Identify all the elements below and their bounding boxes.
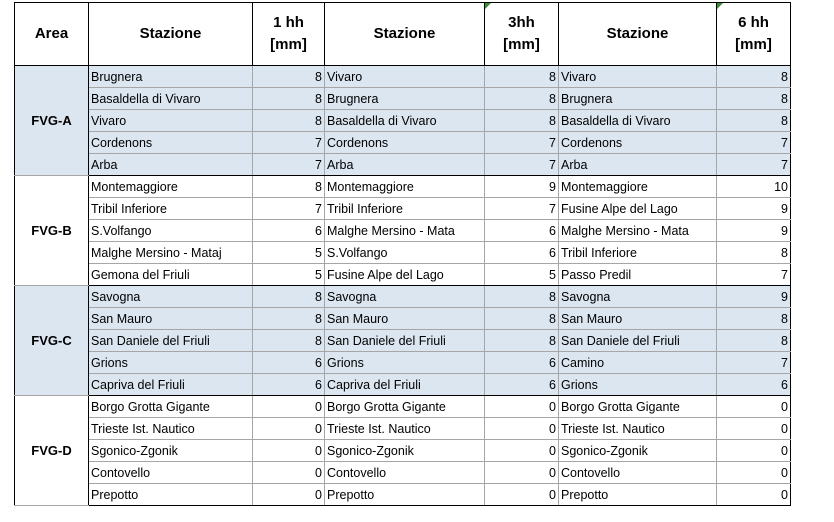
station-6h: Contovello xyxy=(559,462,717,484)
table-row xyxy=(15,352,791,374)
value-1h: 8 xyxy=(253,330,325,352)
table-row xyxy=(15,462,791,484)
value-1h: 8 xyxy=(253,66,325,88)
station-1h: Malghe Mersino - Mataj xyxy=(89,242,253,264)
table-row xyxy=(15,418,791,440)
value-6h: 7 xyxy=(717,154,791,176)
station-1h: Contovello xyxy=(89,462,253,484)
station-3h: Grions xyxy=(325,352,485,374)
station-6h: Vivaro xyxy=(559,66,717,88)
table-row xyxy=(15,110,791,132)
station-3h: Cordenons xyxy=(325,132,485,154)
table-row xyxy=(15,286,791,308)
value-3h: 9 xyxy=(485,176,559,198)
header-1hh: 1 hh [mm] xyxy=(253,3,325,66)
value-6h: 7 xyxy=(717,264,791,286)
station-1h: S.Volfango xyxy=(89,220,253,242)
area-label: FVG-B xyxy=(15,176,89,286)
station-6h: Fusine Alpe del Lago xyxy=(559,198,717,220)
table-row xyxy=(15,88,791,110)
value-3h: 7 xyxy=(485,132,559,154)
value-3h: 0 xyxy=(485,462,559,484)
comment-marker-icon xyxy=(485,3,491,9)
value-1h: 7 xyxy=(253,198,325,220)
station-3h: Sgonico-Zgonik xyxy=(325,440,485,462)
station-6h: Camino xyxy=(559,352,717,374)
station-1h: Montemaggiore xyxy=(89,176,253,198)
value-1h: 0 xyxy=(253,418,325,440)
station-3h: Brugnera xyxy=(325,88,485,110)
value-6h: 8 xyxy=(717,330,791,352)
station-3h: San Mauro xyxy=(325,308,485,330)
value-3h: 8 xyxy=(485,66,559,88)
station-6h: Sgonico-Zgonik xyxy=(559,440,717,462)
station-6h: Malghe Mersino - Mata xyxy=(559,220,717,242)
value-6h: 10 xyxy=(717,176,791,198)
station-3h: Trieste Ist. Nautico xyxy=(325,418,485,440)
station-3h: Savogna xyxy=(325,286,485,308)
value-3h: 8 xyxy=(485,286,559,308)
value-3h: 5 xyxy=(485,264,559,286)
station-3h: Contovello xyxy=(325,462,485,484)
value-3h: 0 xyxy=(485,484,559,506)
value-1h: 8 xyxy=(253,88,325,110)
value-6h: 9 xyxy=(717,198,791,220)
station-6h: Cordenons xyxy=(559,132,717,154)
station-1h: Prepotto xyxy=(89,484,253,506)
value-6h: 7 xyxy=(717,352,791,374)
station-6h: Passo Predil xyxy=(559,264,717,286)
table-row xyxy=(15,330,791,352)
value-1h: 0 xyxy=(253,484,325,506)
station-1h: Tribil Inferiore xyxy=(89,198,253,220)
table-row xyxy=(15,176,791,198)
area-label: FVG-A xyxy=(15,66,89,176)
value-6h: 0 xyxy=(717,484,791,506)
table-row xyxy=(15,374,791,396)
precipitation-table-container xyxy=(14,2,791,506)
station-3h: Montemaggiore xyxy=(325,176,485,198)
value-1h: 8 xyxy=(253,286,325,308)
station-6h: Trieste Ist. Nautico xyxy=(559,418,717,440)
value-6h: 8 xyxy=(717,88,791,110)
value-6h: 0 xyxy=(717,418,791,440)
value-1h: 0 xyxy=(253,396,325,418)
value-1h: 6 xyxy=(253,352,325,374)
value-3h: 6 xyxy=(485,242,559,264)
header-stazione-1h: Stazione xyxy=(89,3,253,66)
station-1h: Basaldella di Vivaro xyxy=(89,88,253,110)
value-1h: 6 xyxy=(253,374,325,396)
table-row xyxy=(15,66,791,88)
precipitation-table xyxy=(14,2,791,506)
station-1h: Brugnera xyxy=(89,66,253,88)
station-6h: Prepotto xyxy=(559,484,717,506)
value-6h: 9 xyxy=(717,286,791,308)
value-1h: 5 xyxy=(253,242,325,264)
value-6h: 8 xyxy=(717,66,791,88)
station-3h: Malghe Mersino - Mata xyxy=(325,220,485,242)
value-1h: 8 xyxy=(253,110,325,132)
value-1h: 8 xyxy=(253,176,325,198)
header-row xyxy=(15,3,791,66)
station-1h: Arba xyxy=(89,154,253,176)
value-3h: 0 xyxy=(485,396,559,418)
comment-marker-icon xyxy=(717,3,723,9)
station-3h: San Daniele del Friuli xyxy=(325,330,485,352)
value-6h: 9 xyxy=(717,220,791,242)
value-3h: 7 xyxy=(485,154,559,176)
station-1h: Borgo Grotta Gigante xyxy=(89,396,253,418)
value-1h: 6 xyxy=(253,220,325,242)
station-1h: San Daniele del Friuli xyxy=(89,330,253,352)
table-row xyxy=(15,242,791,264)
station-6h: Montemaggiore xyxy=(559,176,717,198)
station-3h: Fusine Alpe del Lago xyxy=(325,264,485,286)
station-6h: Brugnera xyxy=(559,88,717,110)
station-6h: Grions xyxy=(559,374,717,396)
table-row xyxy=(15,308,791,330)
station-1h: Cordenons xyxy=(89,132,253,154)
station-3h: Arba xyxy=(325,154,485,176)
table-row xyxy=(15,198,791,220)
station-1h: Grions xyxy=(89,352,253,374)
table-row xyxy=(15,264,791,286)
station-6h: San Mauro xyxy=(559,308,717,330)
station-6h: Savogna xyxy=(559,286,717,308)
value-1h: 7 xyxy=(253,132,325,154)
station-3h: Vivaro xyxy=(325,66,485,88)
value-1h: 8 xyxy=(253,308,325,330)
value-3h: 0 xyxy=(485,440,559,462)
value-3h: 0 xyxy=(485,418,559,440)
value-3h: 6 xyxy=(485,220,559,242)
value-3h: 8 xyxy=(485,330,559,352)
station-1h: Savogna xyxy=(89,286,253,308)
value-6h: 8 xyxy=(717,110,791,132)
station-1h: Capriva del Friuli xyxy=(89,374,253,396)
table-row xyxy=(15,132,791,154)
header-area: Area xyxy=(15,3,89,66)
station-3h: Borgo Grotta Gigante xyxy=(325,396,485,418)
value-6h: 0 xyxy=(717,440,791,462)
header-stazione-6h: Stazione xyxy=(559,3,717,66)
station-6h: Arba xyxy=(559,154,717,176)
value-6h: 8 xyxy=(717,242,791,264)
value-1h: 5 xyxy=(253,264,325,286)
value-3h: 8 xyxy=(485,308,559,330)
table-body xyxy=(15,66,791,506)
header-3hh: 3hh [mm] xyxy=(485,3,559,66)
station-1h: Trieste Ist. Nautico xyxy=(89,418,253,440)
station-3h: Tribil Inferiore xyxy=(325,198,485,220)
station-1h: San Mauro xyxy=(89,308,253,330)
value-3h: 6 xyxy=(485,374,559,396)
station-1h: Vivaro xyxy=(89,110,253,132)
station-3h: Prepotto xyxy=(325,484,485,506)
value-3h: 8 xyxy=(485,110,559,132)
value-3h: 6 xyxy=(485,352,559,374)
station-3h: Basaldella di Vivaro xyxy=(325,110,485,132)
value-6h: 6 xyxy=(717,374,791,396)
area-label: FVG-D xyxy=(15,396,89,506)
header-stazione-3h: Stazione xyxy=(325,3,485,66)
station-3h: Capriva del Friuli xyxy=(325,374,485,396)
station-6h: Basaldella di Vivaro xyxy=(559,110,717,132)
table-row xyxy=(15,154,791,176)
station-1h: Gemona del Friuli xyxy=(89,264,253,286)
value-3h: 8 xyxy=(485,88,559,110)
table-row xyxy=(15,220,791,242)
area-label: FVG-C xyxy=(15,286,89,396)
station-6h: Tribil Inferiore xyxy=(559,242,717,264)
table-row xyxy=(15,484,791,506)
header-6hh: 6 hh [mm] xyxy=(717,3,791,66)
value-6h: 8 xyxy=(717,308,791,330)
station-3h: S.Volfango xyxy=(325,242,485,264)
table-row xyxy=(15,396,791,418)
table-row xyxy=(15,440,791,462)
value-1h: 0 xyxy=(253,440,325,462)
value-6h: 7 xyxy=(717,132,791,154)
station-1h: Sgonico-Zgonik xyxy=(89,440,253,462)
value-6h: 0 xyxy=(717,396,791,418)
station-6h: San Daniele del Friuli xyxy=(559,330,717,352)
value-6h: 0 xyxy=(717,462,791,484)
station-6h: Borgo Grotta Gigante xyxy=(559,396,717,418)
value-3h: 7 xyxy=(485,198,559,220)
value-1h: 0 xyxy=(253,462,325,484)
value-1h: 7 xyxy=(253,154,325,176)
